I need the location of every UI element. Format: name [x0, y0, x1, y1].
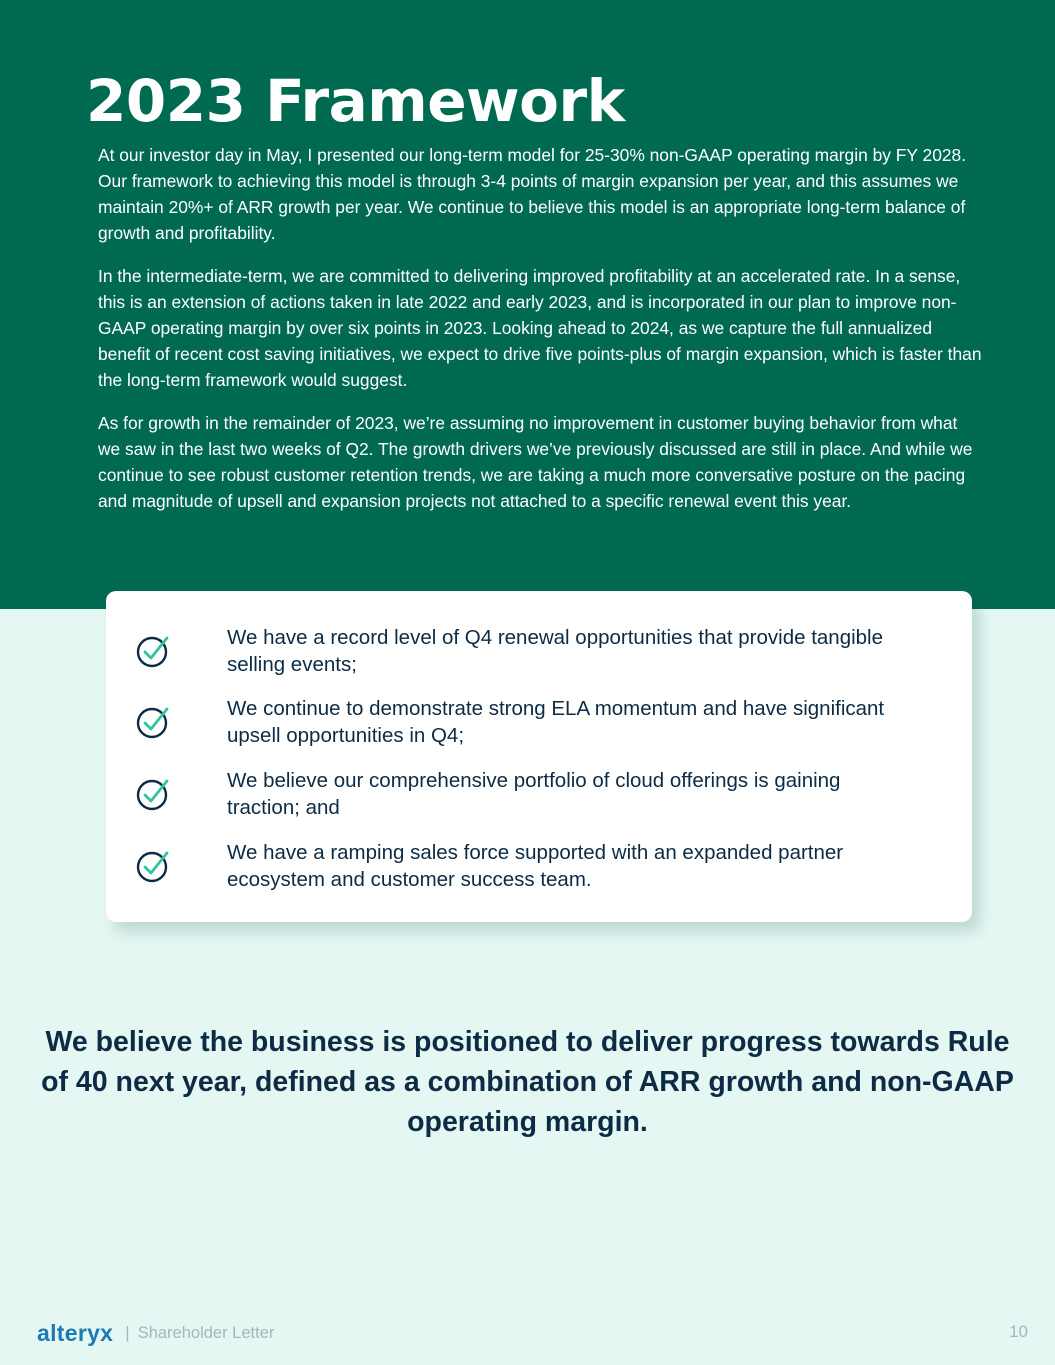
page-title: 2023 Framework [86, 67, 625, 135]
checklist-text: We continue to demonstrate strong ELA momentum and have significant upsell opportunities in Q4; [227, 697, 885, 747]
footer [37, 1319, 274, 1347]
intro-paragraph: At our investor day in May, I presented our long-term model for 25-30% non-GAAP operating margin by FY 2028. Our framework to achieving this model is through 3-4 points of margin expansion per year, and this assumes we maintain 20%+ of ARR growth per year. We continue to believe this model is an appropriate long-term balance of growth and profitability. [98, 145, 967, 243]
footer-separator: | [125, 1323, 130, 1342]
conclusion-statement: We believe the business is positioned to deliver progress towards Rule of 40 next year, defined as a combination of ARR growth and non-GAAP operating margin. [41, 1026, 1014, 1138]
footer-label: Shareholder Letter [137, 1323, 275, 1342]
check-circle-icon [136, 777, 170, 811]
checklist-text: We have a ramping sales force supported with an expanded partner ecosystem and customer success team. [227, 841, 844, 891]
hero-banner [0, 0, 1055, 609]
check-circle-icon [136, 634, 170, 668]
intro-text [98, 142, 983, 531]
check-circle-icon [136, 705, 170, 739]
page-number: 10 [1009, 1322, 1028, 1341]
checklist-text: We believe our comprehensive portfolio of cloud offerings is gaining traction; and [227, 769, 841, 819]
checklist-text: We have a record level of Q4 renewal opportunities that provide tangible selling events; [227, 626, 884, 676]
alteryx-logo: alteryx [37, 1319, 114, 1346]
intro-paragraph: As for growth in the remainder of 2023, we’re assuming no improvement in customer buying behavior from what we saw in the last two weeks of Q2. The growth drivers we’ve previously discussed are still in place. And while we continue to see robust customer retention trends, we are taking a much more conversative posture on the pacing and magnitude of upsell and expansion projects not attached to a specific renewal event this year. [98, 413, 973, 511]
highlights-card [106, 591, 972, 922]
intro-paragraph: In the intermediate-term, we are committed to delivering improved profitability at an accelerated rate. In a sense, this is an extension of actions taken in late 2022 and early 2023, and is incorporated in our plan to improve non-GAAP operating margin by over six points in 2023. Looking ahead to 2024, as we capture the full annualized benefit of recent cost saving initiatives, we expect to drive five points-plus of margin expansion, which is faster than the long-term framework would suggest. [98, 266, 982, 390]
check-circle-icon [136, 849, 170, 883]
